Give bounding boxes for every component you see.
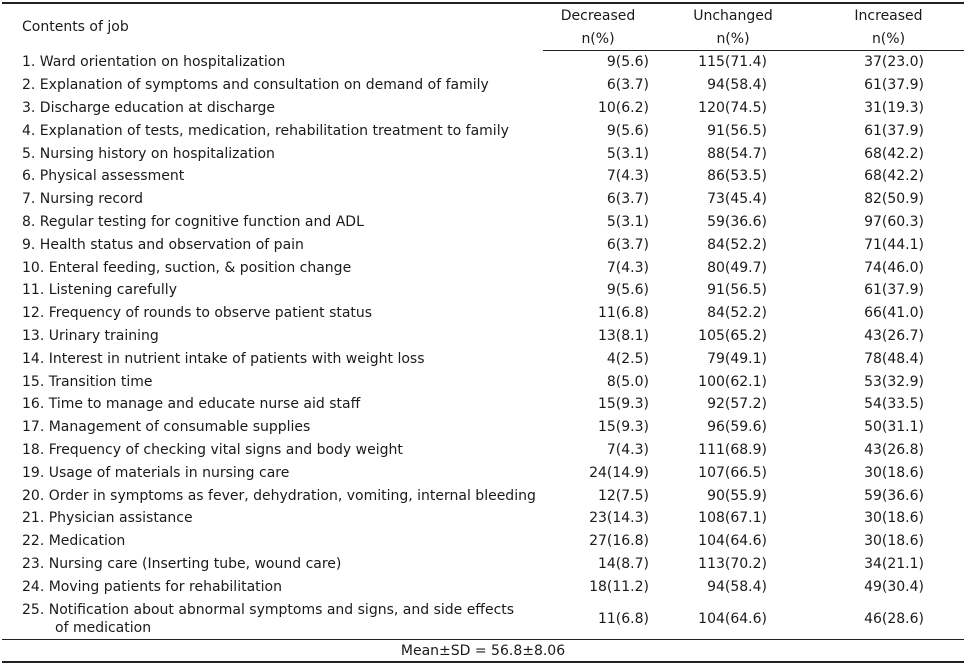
unchanged-cell: 115(71.4) (698, 54, 767, 71)
increased-cell: 34(21.1) (864, 555, 924, 572)
table-body (2, 51, 964, 640)
unchanged-cell: 92(57.2) (707, 396, 767, 413)
increased-cell: 46(28.6) (864, 610, 924, 627)
decreased-cell: 7(4.3) (606, 168, 649, 185)
increased-cell: 30(18.6) (864, 510, 924, 527)
table-row (2, 598, 964, 640)
job-content-cell (2, 553, 543, 576)
increased-cell: 82(50.9) (864, 191, 924, 208)
job-content-cell (2, 188, 543, 211)
decreased-cell: 9(5.6) (606, 54, 649, 71)
decreased-cell: 5(3.1) (606, 145, 649, 162)
decreased-cell: 18(11.2) (589, 578, 649, 595)
job-content-cell (2, 507, 543, 530)
decreased-cell: 24(14.9) (589, 464, 649, 481)
job-content-cell (2, 416, 543, 439)
table-row (2, 439, 964, 462)
increased-cell: 53(32.9) (864, 373, 924, 390)
table-row (2, 119, 964, 142)
increased-cell: 61(37.9) (864, 282, 924, 299)
decreased-cell: 23(14.3) (589, 510, 649, 527)
header-decreased-unit: n(%) (543, 27, 653, 51)
job-content-cell (2, 256, 543, 279)
job-content-text: 3. Discharge education at discharge (22, 99, 276, 116)
job-content-continuation: of medication (55, 619, 152, 636)
table-row (2, 74, 964, 97)
job-content-cell (2, 575, 543, 598)
decreased-cell: 6(3.7) (606, 191, 649, 208)
table-row (2, 393, 964, 416)
decreased-cell: 14(8.7) (597, 555, 649, 572)
job-content-cell (2, 74, 543, 97)
increased-cell: 66(41.0) (864, 305, 924, 322)
job-content-text: 8. Regular testing for cognitive function and ADL (22, 213, 364, 230)
unchanged-cell: 91(56.5) (707, 282, 767, 299)
table-row (2, 370, 964, 393)
unchanged-cell: 84(52.2) (707, 236, 767, 253)
job-content-cell (2, 530, 543, 553)
job-content-cell (2, 51, 543, 74)
table-row (2, 461, 964, 484)
increased-cell: 68(42.2) (864, 145, 924, 162)
unchanged-cell: 84(52.2) (707, 305, 767, 322)
job-content-cell (2, 233, 543, 256)
job-content-text: 5. Nursing history on hospitalization (22, 145, 275, 162)
unchanged-cell: 105(65.2) (698, 327, 767, 344)
job-change-table (2, 2, 964, 663)
increased-cell: 43(26.8) (864, 441, 924, 458)
job-content-cell (2, 119, 543, 142)
job-content-text: 6. Physical assessment (22, 168, 185, 185)
unchanged-cell: 120(74.5) (698, 99, 767, 116)
table-row (2, 347, 964, 370)
increased-cell: 50(31.1) (864, 419, 924, 436)
job-content-text: 19. Usage of materials in nursing care (22, 464, 290, 481)
table-row (2, 553, 964, 576)
increased-cell: 68(42.2) (864, 168, 924, 185)
increased-cell: 43(26.7) (864, 327, 924, 344)
unchanged-cell: 100(62.1) (698, 373, 767, 390)
unchanged-cell: 94(58.4) (707, 578, 767, 595)
header-unchanged: Unchanged (653, 3, 813, 27)
header-unchanged-unit: n(%) (653, 27, 813, 51)
decreased-cell: 5(3.1) (606, 213, 649, 230)
unchanged-cell: 73(45.4) (707, 191, 767, 208)
job-content-text: 10. Enteral feeding, suction, & position change (22, 259, 352, 276)
unchanged-cell: 94(58.4) (707, 77, 767, 94)
decreased-cell: 6(3.7) (606, 77, 649, 94)
unchanged-cell: 104(64.6) (698, 610, 767, 627)
job-content-text: 24. Moving patients for rehabilitation (22, 578, 282, 595)
table-row (2, 97, 964, 120)
table-row (2, 142, 964, 165)
decreased-cell: 6(3.7) (606, 236, 649, 253)
mean-sd-summary: Mean±SD = 56.8±8.06 (2, 640, 964, 663)
table-row (2, 256, 964, 279)
decreased-cell: 7(4.3) (606, 441, 649, 458)
decreased-cell: 27(16.8) (589, 533, 649, 550)
job-content-cell (2, 484, 543, 507)
unchanged-cell: 108(67.1) (698, 510, 767, 527)
decreased-cell: 8(5.0) (606, 373, 649, 390)
decreased-cell: 11(6.8) (597, 610, 649, 627)
increased-cell: 78(48.4) (864, 350, 924, 367)
job-content-text: 20. Order in symptoms as fever, dehydration, vomiting, internal bleeding (22, 487, 536, 504)
decreased-cell: 9(5.6) (606, 122, 649, 139)
header-decreased: Decreased (543, 3, 653, 27)
unchanged-cell: 113(70.2) (698, 555, 767, 572)
table-row (2, 416, 964, 439)
job-content-cell (2, 279, 543, 302)
table-row (2, 507, 964, 530)
decreased-cell: 11(6.8) (597, 305, 649, 322)
unchanged-cell: 86(53.5) (707, 168, 767, 185)
job-content-text: 2. Explanation of symptoms and consultation on demand of family (22, 77, 489, 94)
increased-cell: 49(30.4) (864, 578, 924, 595)
table-row (2, 233, 964, 256)
unchanged-cell: 91(56.5) (707, 122, 767, 139)
unchanged-cell: 80(49.7) (707, 259, 767, 276)
job-content-cell (2, 598, 543, 640)
decreased-cell: 12(7.5) (597, 487, 649, 504)
job-content-cell (2, 302, 543, 325)
job-content-cell (2, 97, 543, 120)
increased-cell: 59(36.6) (864, 487, 924, 504)
job-content-text: 17. Management of consumable supplies (22, 419, 311, 436)
job-content-text: 4. Explanation of tests, medication, rehabilitation treatment to family (22, 122, 509, 139)
job-content-cell (2, 393, 543, 416)
decreased-cell: 13(8.1) (597, 327, 649, 344)
table-row (2, 484, 964, 507)
job-content-text: 13. Urinary training (22, 327, 159, 344)
table-row (2, 530, 964, 553)
job-content-text: 23. Nursing care (Inserting tube, wound care) (22, 555, 342, 572)
unchanged-cell: 111(68.9) (698, 441, 767, 458)
increased-cell: 30(18.6) (864, 464, 924, 481)
job-content-text: 25. Notification about abnormal symptoms and signs, and side effects (22, 601, 515, 618)
table-row (2, 575, 964, 598)
increased-cell: 31(19.3) (864, 99, 924, 116)
job-content-cell (2, 461, 543, 484)
job-content-cell (2, 211, 543, 234)
decreased-cell: 9(5.6) (606, 282, 649, 299)
table-row (2, 302, 964, 325)
job-content-cell (2, 325, 543, 348)
increased-cell: 97(60.3) (864, 213, 924, 230)
job-content-text: 16. Time to manage and educate nurse aid staff (22, 396, 361, 413)
unchanged-cell: 59(36.6) (707, 213, 767, 230)
decreased-cell: 15(9.3) (597, 419, 649, 436)
unchanged-cell: 88(54.7) (707, 145, 767, 162)
increased-cell: 74(46.0) (864, 259, 924, 276)
job-content-text: 11. Listening carefully (22, 282, 177, 299)
unchanged-cell: 107(66.5) (698, 464, 767, 481)
table-row (2, 211, 964, 234)
table-row (2, 325, 964, 348)
job-content-text: 18. Frequency of checking vital signs and body weight (22, 441, 403, 458)
decreased-cell: 4(2.5) (606, 350, 649, 367)
job-content-cell (2, 439, 543, 462)
increased-cell: 71(44.1) (864, 236, 924, 253)
header-increased-unit: n(%) (813, 27, 964, 51)
table-row (2, 188, 964, 211)
increased-cell: 37(23.0) (864, 54, 924, 71)
header-increased: Increased (813, 3, 964, 27)
unchanged-cell: 79(49.1) (707, 350, 767, 367)
job-content-cell (2, 370, 543, 393)
table-header (2, 3, 964, 51)
job-content-text: 7. Nursing record (22, 191, 144, 208)
job-content-cell (2, 347, 543, 370)
unchanged-cell: 90(55.9) (707, 487, 767, 504)
job-content-text: 21. Physician assistance (22, 510, 193, 527)
job-content-text: 15. Transition time (22, 373, 153, 390)
decreased-cell: 7(4.3) (606, 259, 649, 276)
header-contents-of-job: Contents of job (2, 3, 543, 51)
job-content-text: 14. Interest in nutrient intake of patients with weight loss (22, 350, 425, 367)
increased-cell: 54(33.5) (864, 396, 924, 413)
unchanged-cell: 96(59.6) (707, 419, 767, 436)
job-content-cell (2, 165, 543, 188)
table-row (2, 51, 964, 74)
table-row (2, 279, 964, 302)
job-content-text: 12. Frequency of rounds to observe patient status (22, 305, 373, 322)
job-content-text: 22. Medication (22, 533, 126, 550)
job-content-cell (2, 142, 543, 165)
increased-cell: 30(18.6) (864, 533, 924, 550)
table-row (2, 165, 964, 188)
decreased-cell: 10(6.2) (597, 99, 649, 116)
job-content-text: 1. Ward orientation on hospitalization (22, 54, 286, 71)
job-content-text: 9. Health status and observation of pain (22, 236, 304, 253)
increased-cell: 61(37.9) (864, 122, 924, 139)
decreased-cell: 15(9.3) (597, 396, 649, 413)
unchanged-cell: 104(64.6) (698, 533, 767, 550)
increased-cell: 61(37.9) (864, 77, 924, 94)
